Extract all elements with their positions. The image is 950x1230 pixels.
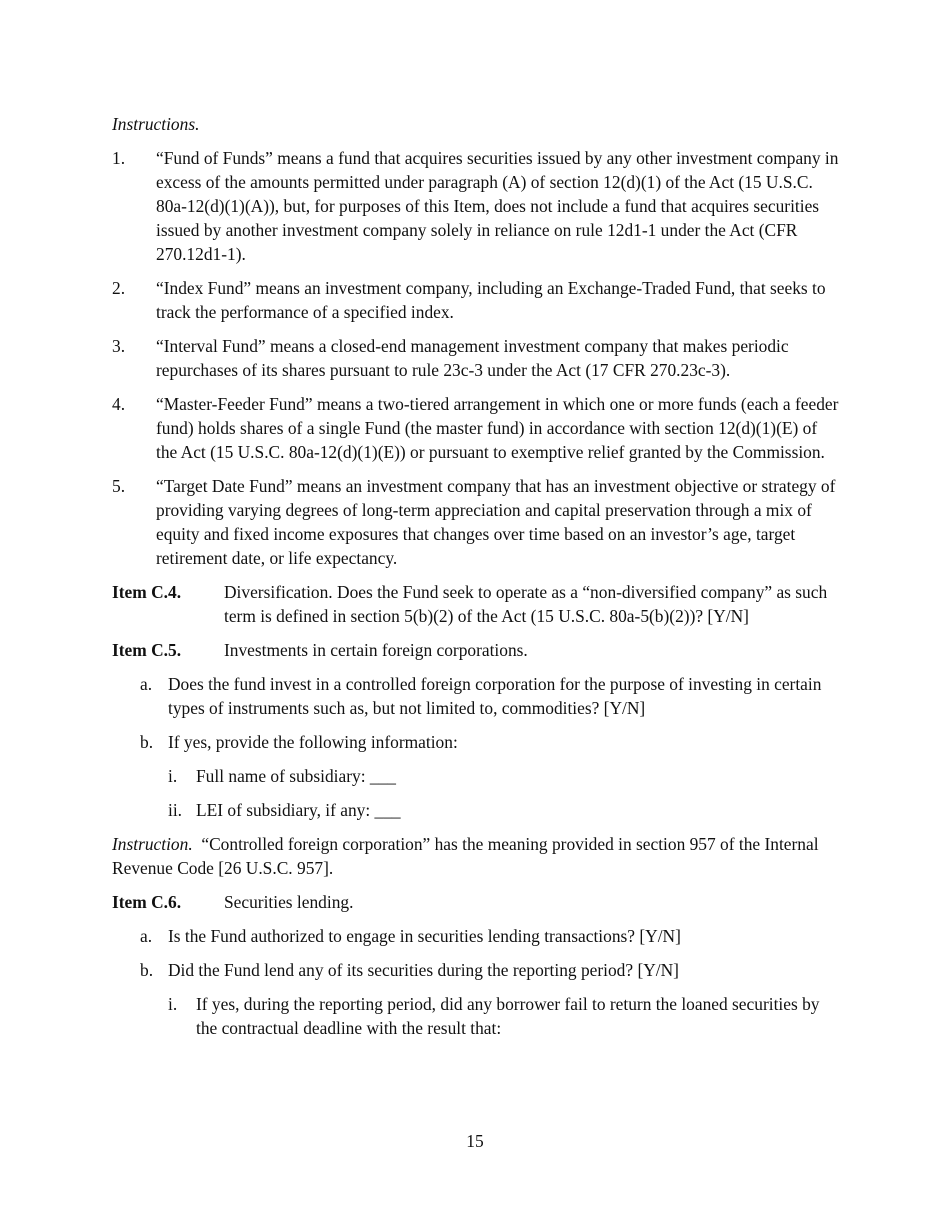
definition-number: 5. xyxy=(112,476,126,496)
item-text: Securities lending. xyxy=(224,892,354,912)
sub-text: Did the Fund lend any of its securities during the reporting period? [Y/N] xyxy=(168,960,679,980)
item-label: Item C.4. xyxy=(112,582,182,602)
definition-text: “Fund of Funds” means a fund that acquires securities issued by any other investment company in excess of the amounts permitted under paragraph (A) of section 12(d)(1) of the Act (15 U.S.C. 80a-12(d)(1)(A)), but, for purposes of this Item, does not include a fund that acquires securities issued by another investment company solely in reliance on rule 12d1-1 under the Act (CFR 270.12d1-1). xyxy=(156,148,839,264)
sub-roman: ii. xyxy=(168,800,183,820)
sub-text: Does the fund invest in a controlled foreign corporation for the purpose of investing in certain types of instruments such as, but not limited to, commodities? [Y/N] xyxy=(168,674,822,718)
sub-letter: b. xyxy=(140,960,154,980)
sub-text: Is the Fund authorized to engage in securities lending transactions? [Y/N] xyxy=(168,926,681,946)
document-page xyxy=(112,112,840,1050)
sub-text: If yes, provide the following information: xyxy=(168,732,458,752)
item-c5 xyxy=(112,638,840,662)
definition-text: “Interval Fund” means a closed-end management investment company that makes periodic repurchases of its shares pursuant to rule 23c-3 under the Act (17 CFR 270.23c-3). xyxy=(156,336,789,380)
sub-roman: i. xyxy=(168,994,178,1014)
definition-text: “Index Fund” means an investment company, including an Exchange-Traded Fund, that seeks to track the performance of a specified index. xyxy=(156,278,826,322)
item-c6 xyxy=(112,890,840,914)
definition-number: 3. xyxy=(112,336,126,356)
definition-1 xyxy=(112,146,840,266)
instructions-heading: Instructions. xyxy=(112,114,200,134)
item-c5-b-i xyxy=(112,764,840,788)
item-text: Investments in certain foreign corporations. xyxy=(224,640,528,660)
sub-text: If yes, during the reporting period, did any borrower fail to return the loaned securities by the contractual deadline with the result that: xyxy=(196,994,820,1038)
item-c6-b xyxy=(112,958,840,982)
instruction-note xyxy=(112,832,840,880)
item-label: Item C.5. xyxy=(112,640,182,660)
definition-number: 1. xyxy=(112,148,126,168)
definition-2 xyxy=(112,276,840,324)
sub-text: Full name of subsidiary: ___ xyxy=(196,766,396,786)
item-c6-a xyxy=(112,924,840,948)
definition-5 xyxy=(112,474,840,570)
definition-text: “Master-Feeder Fund” means a two-tiered arrangement in which one or more funds (each a feeder fund) holds shares of a single Fund (the master fund) in accordance with section 12(d)(1)(E) of the Act (15 U.S.C. 80a-12(d)(1)(E)) or pursuant to exemptive relief granted by the Commission. xyxy=(156,394,839,462)
sub-roman: i. xyxy=(168,766,178,786)
page-number: 15 xyxy=(466,1131,484,1151)
sub-letter: b. xyxy=(140,732,154,752)
item-c4 xyxy=(112,580,840,628)
definition-number: 2. xyxy=(112,278,126,298)
item-c6-b-i xyxy=(112,992,840,1040)
item-label: Item C.6. xyxy=(112,892,182,912)
sub-letter: a. xyxy=(140,926,153,946)
definition-3 xyxy=(112,334,840,382)
definition-number: 4. xyxy=(112,394,126,414)
item-c5-b xyxy=(112,730,840,754)
instruction-note-text: “Controlled foreign corporation” has the meaning provided in section 957 of the Internal Revenue Code [26 U.S.C. 957]. xyxy=(112,834,823,878)
sub-letter: a. xyxy=(140,674,153,694)
instruction-note-label: Instruction. xyxy=(112,834,193,854)
item-text: Diversification. Does the Fund seek to operate as a “non-diversified company” as such term is defined in section 5(b)(2) of the Act (15 U.S.C. 80a-5(b)(2))? [Y/N] xyxy=(224,582,828,626)
item-c5-b-ii xyxy=(112,798,840,822)
definition-text: “Target Date Fund” means an investment company that has an investment objective or strategy of providing varying degrees of long-term appreciation and capital preservation through a mix of equity and fixed income exposures that changes over time based on an investor’s age, target retirement date, or life expectancy. xyxy=(156,476,836,568)
sub-text: LEI of subsidiary, if any: ___ xyxy=(196,800,401,820)
definition-4 xyxy=(112,392,840,464)
item-c5-a xyxy=(112,672,840,720)
